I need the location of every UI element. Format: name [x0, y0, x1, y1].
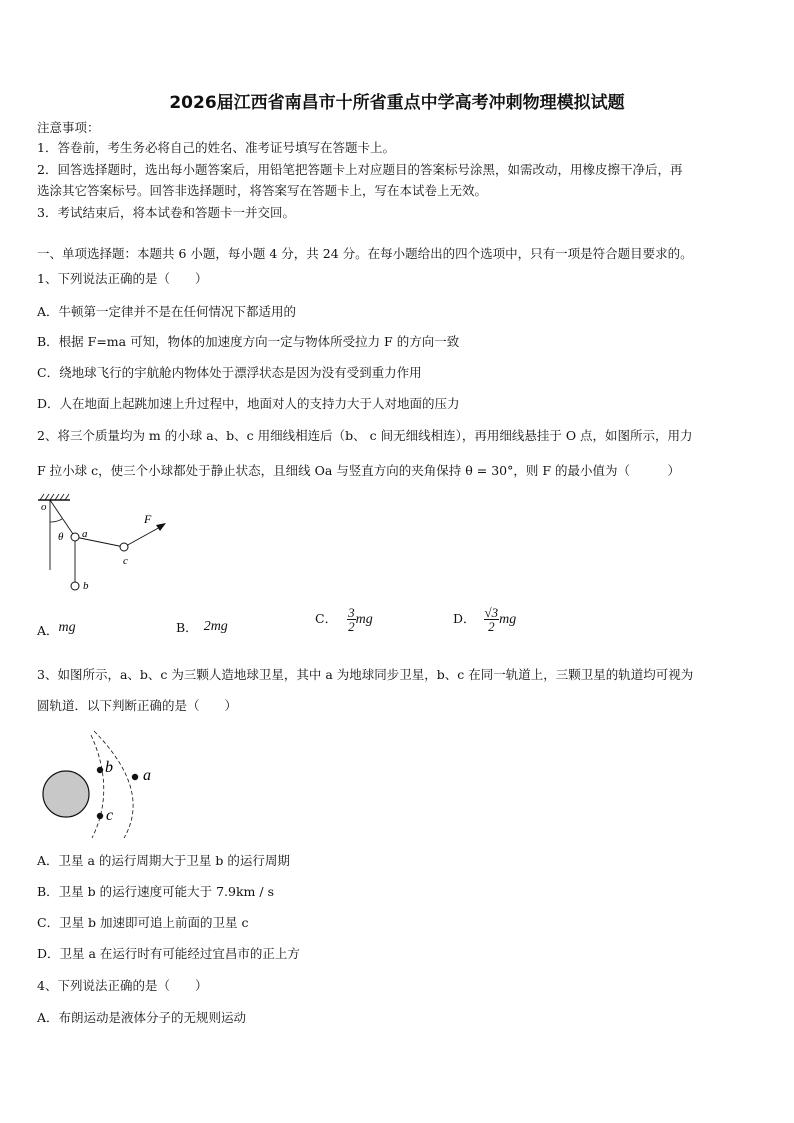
label-F: F: [144, 512, 152, 526]
satellite-orbits-diagram: [36, 730, 176, 840]
label-a: a: [143, 767, 151, 784]
label-theta: θ: [58, 531, 64, 543]
label-c: c: [123, 555, 128, 567]
label-c: c: [106, 807, 114, 824]
question-4-stem: 4、下列说法正确的是（ ）: [37, 978, 208, 993]
question-3-stem-line1: 3、如图所示，a、b、c 为三颗人造地球卫星，其中 a 为地球同步卫星，b、c 在同一轨道上，三颗卫星的轨道均可视为: [37, 667, 694, 682]
q3-option-b: B．卫星 b 的运行速度可能大于 7.9km / s: [37, 884, 274, 899]
label-a: a: [82, 528, 88, 540]
label-b: b: [105, 759, 113, 776]
q3-option-d: D．卫星 a 在运行时有可能经过宜昌市的正上方: [37, 946, 300, 961]
label-b: b: [83, 580, 89, 592]
q3-option-a: A．卫星 a 的运行周期大于卫星 b 的运行周期: [37, 853, 290, 868]
q2-option-a: A．mg: [37, 620, 76, 638]
q1-option-a: A．牛顿第一定律并不是在任何情况下都适用的: [37, 304, 297, 319]
q1-option-c: C．绕地球飞行的宇航舱内物体处于漂浮状态是因为没有受到重力作用: [37, 365, 422, 380]
question-2-stem-line2: F 拉小球 c，使三个小球都处于静止状态，且细线 Oa 与竖直方向的夹角保持 θ = 30°，则 F 的最小值为（ ）: [37, 463, 680, 478]
page-title: 2026届江西省南昌市十所省重点中学高考冲刺物理模拟试题: [169, 93, 625, 113]
label-o: o: [41, 501, 47, 513]
q1-option-b: B．根据 F=ma 可知，物体的加速度方向一定与物体所受拉力 F 的方向一致: [37, 334, 460, 349]
notice-item: 1．答卷前，考生务必将自己的姓名、准考证号填写在答题卡上。: [37, 140, 395, 155]
question-3-stem-line2: 圆轨道．以下判断正确的是（ ）: [37, 698, 238, 713]
q2-option-c: C． $\frac{3}{2}$ mg: [315, 605, 373, 634]
notice-item: 选涂其它答案标号。回答非选择题时，将答案写在答题卡上，写在本试卷上无效。: [37, 183, 488, 198]
section-heading: 一、单项选择题：本题共 6 小题，每小题 4 分，共 24 分。在每小题给出的四个选项中，只有一项是符合题目要求的。: [37, 246, 693, 261]
q4-option-a: A．布朗运动是液体分子的无规则运动: [37, 1010, 247, 1025]
notice-heading: 注意事项：: [37, 120, 100, 135]
notice-item: 2．回答选择题时，选出每小题答案后，用铅笔把答题卡上对应题目的答案标号涂黑，如需改动，用橡皮擦干净后，再: [37, 162, 683, 177]
question-2-stem-line1: 2、将三个质量均为 m 的小球 a、b、c 用细线相连后（b、 c 间无细线相连），再用细线悬挂于 O 点，如图所示，用力: [37, 428, 693, 443]
notice-item: 3．考试结束后，将本试卷和答题卡一并交回。: [37, 205, 295, 220]
q2-option-b: B． 2mg: [176, 619, 228, 635]
pendulum-diagram: [36, 492, 176, 596]
q1-option-d: D．人在地面上起跳加速上升过程中，地面对人的支持力大于人对地面的压力: [37, 396, 460, 411]
question-1-stem: 1、下列说法正确的是（ ）: [37, 271, 208, 286]
q3-option-c: C．卫星 b 加速即可追上前面的卫星 c: [37, 915, 249, 930]
q2-option-d: D． $\frac{√3}{2}$ mg: [453, 605, 517, 634]
